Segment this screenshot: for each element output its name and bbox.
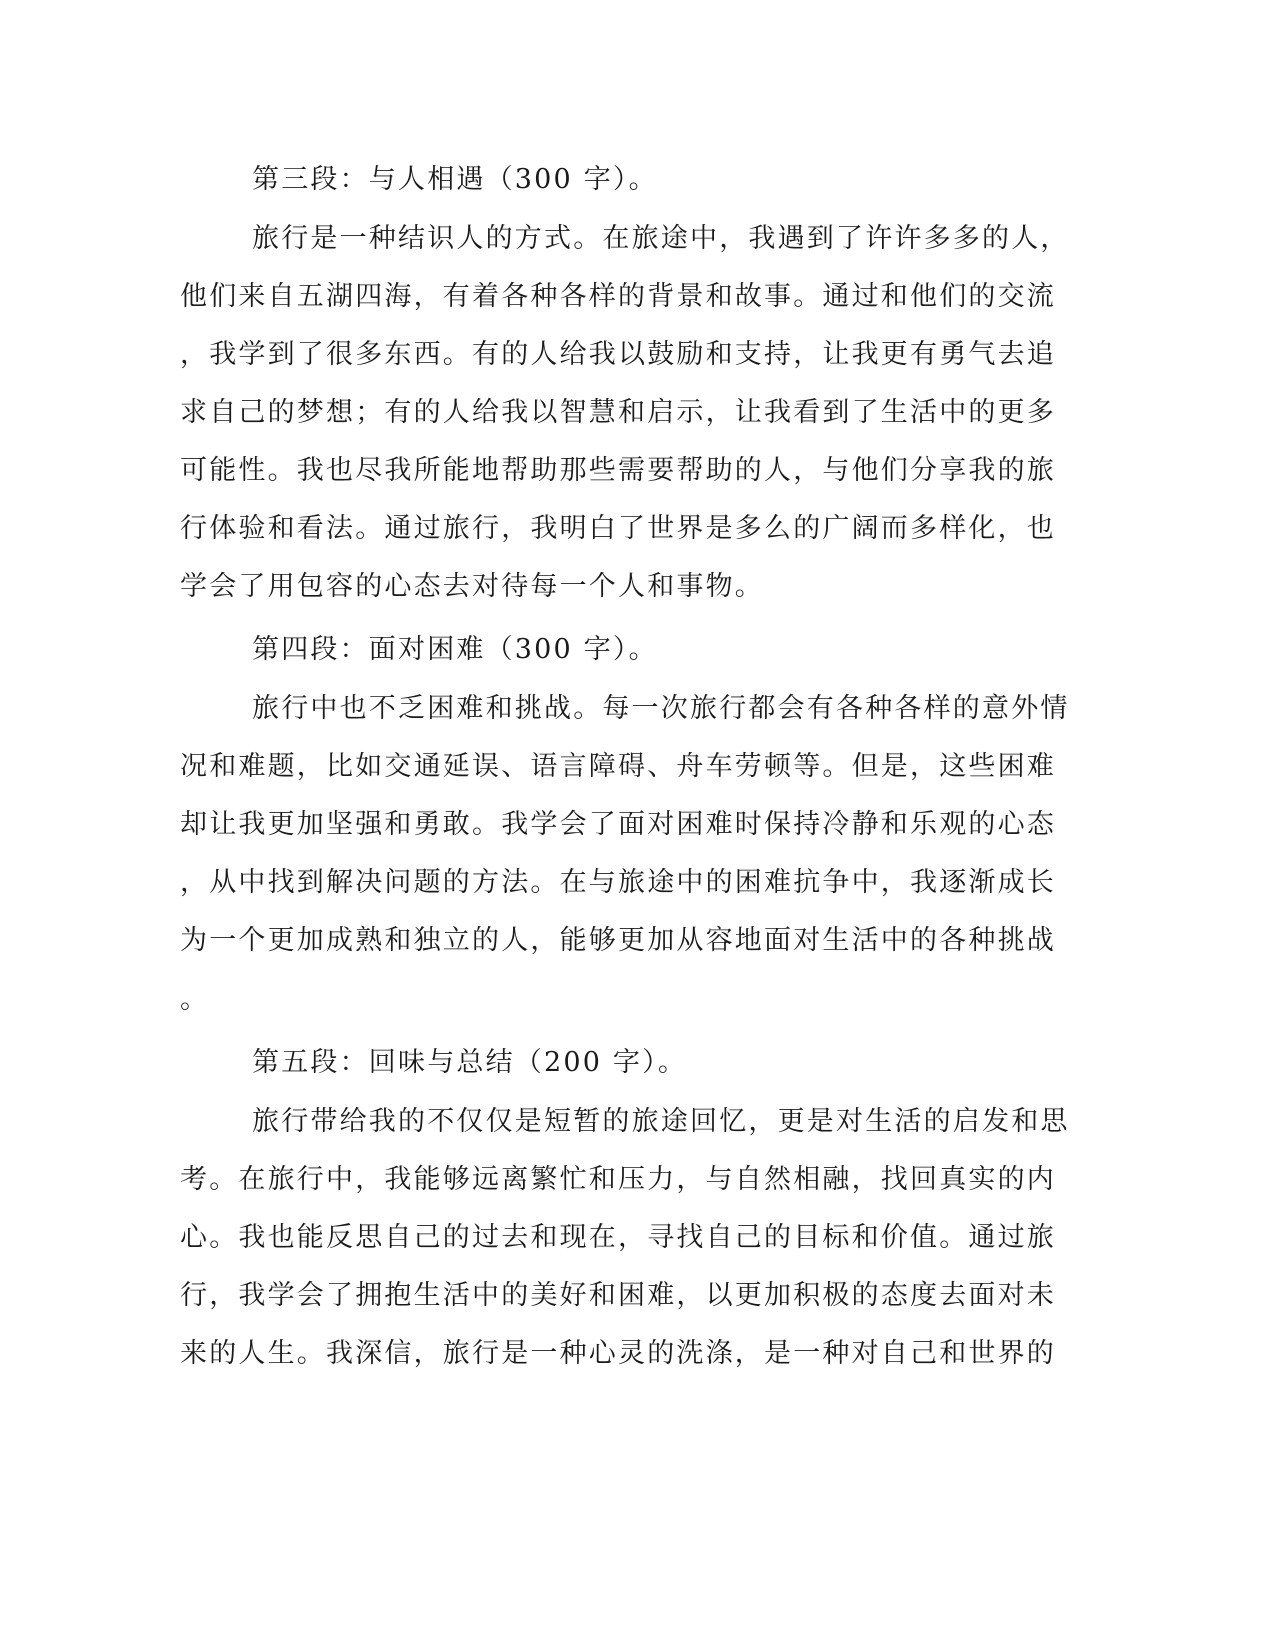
- paragraph-line: 他们来自五湖四海，有着各种各样的背景和故事。通过和他们的交流: [180, 281, 1056, 312]
- paragraph-line: 心。我也能反思自己的过去和现在，寻找自己的目标和价值。通过旅: [180, 1222, 1056, 1253]
- paragraph-line: ，从中找到解决问题的方法。在与旅途中的困难抗争中，我逐渐成长: [180, 867, 1056, 898]
- section-heading: 第四段：面对困难（300 字）。: [252, 634, 658, 665]
- paragraph-line: 旅行中也不乏困难和挑战。每一次旅行都会有各种各样的意外情: [252, 693, 1070, 724]
- paragraph-line: 旅行是一种结识人的方式。在旅途中，我遇到了许许多多的人，: [252, 223, 1070, 254]
- paragraph-line: 却让我更加坚强和勇敢。我学会了面对困难时保持冷静和乐观的心态: [180, 809, 1056, 840]
- paragraph-line: 为一个更加成熟和独立的人，能够更加从容地面对生活中的各种挑战: [180, 925, 1056, 956]
- paragraph-line: 旅行带给我的不仅仅是短暂的旅途回忆，更是对生活的启发和思: [252, 1106, 1070, 1137]
- section-heading: 第三段：与人相遇（300 字）。: [252, 164, 658, 195]
- section-heading: 第五段：回味与总结（200 字）。: [252, 1047, 688, 1078]
- paragraph-line: 考。在旅行中，我能够远离繁忙和压力，与自然相融，找回真实的内: [180, 1164, 1056, 1195]
- paragraph-line: 况和难题，比如交通延误、语言障碍、舟车劳顿等。但是，这些困难: [180, 751, 1056, 782]
- paragraph-line: 行，我学会了拥抱生活中的美好和困难，以更加积极的态度去面对未: [180, 1280, 1056, 1311]
- paragraph-line: 来的人生。我深信，旅行是一种心灵的洗涤，是一种对自己和世界的: [180, 1338, 1056, 1369]
- paragraph-line: 可能性。我也尽我所能地帮助那些需要帮助的人，与他们分享我的旅: [180, 455, 1056, 486]
- paragraph-line: 。: [180, 984, 210, 1015]
- paragraph-line: 行体验和看法。通过旅行，我明白了世界是多么的广阔而多样化，也: [180, 513, 1056, 544]
- paragraph-line: ，我学到了很多东西。有的人给我以鼓励和支持，让我更有勇气去追: [180, 339, 1056, 370]
- paragraph-line: 求自己的梦想；有的人给我以智慧和启示，让我看到了生活中的更多: [180, 397, 1056, 428]
- paragraph-line: 学会了用包容的心态去对待每一个人和事物。: [180, 571, 764, 602]
